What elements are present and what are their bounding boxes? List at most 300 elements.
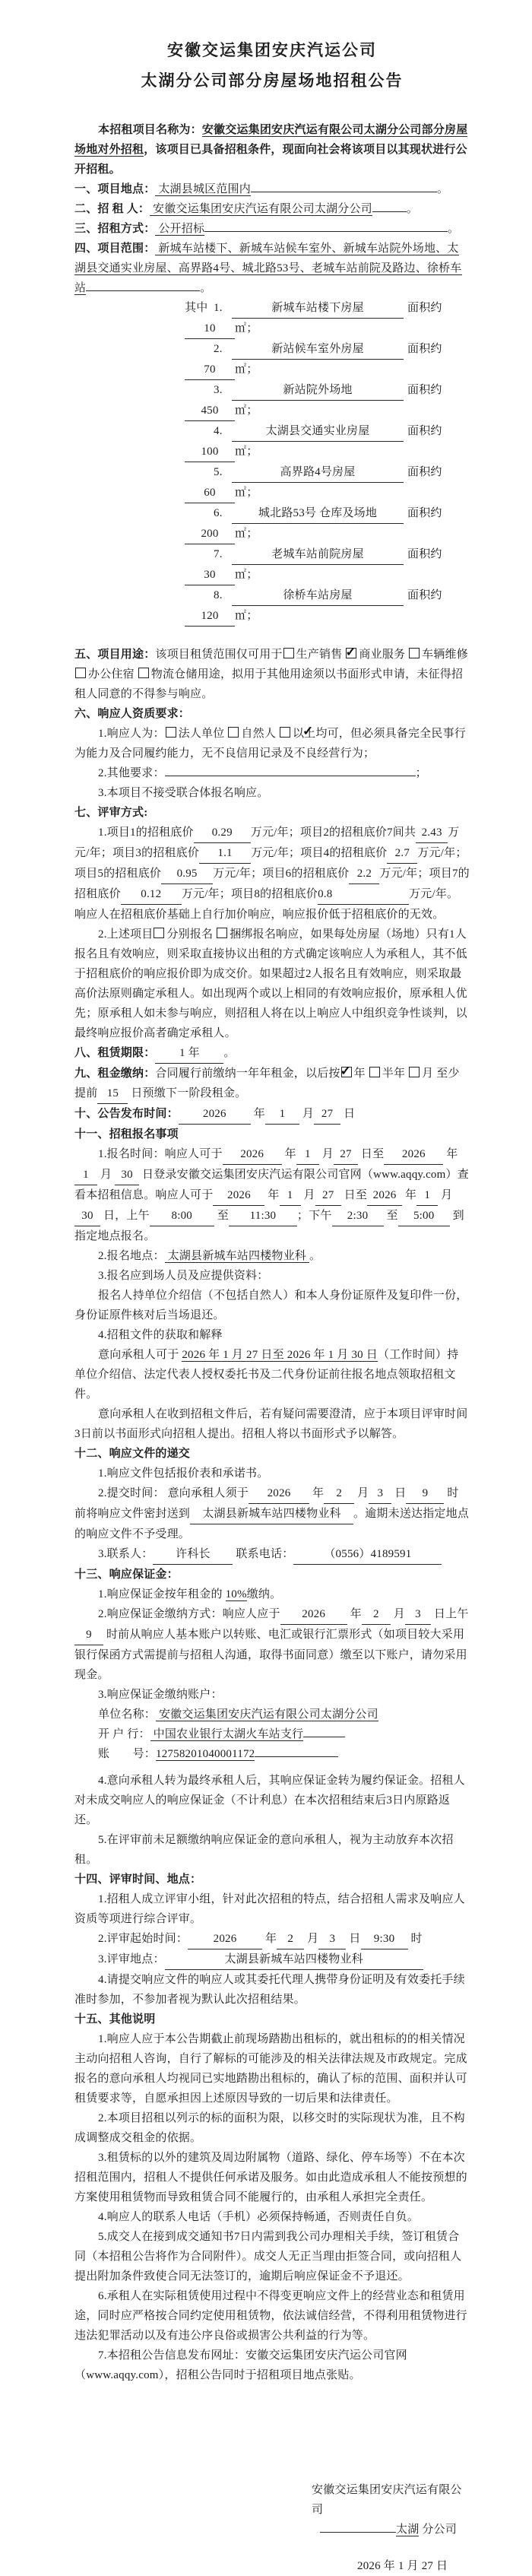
filled-value: 公开招标: [155, 223, 205, 235]
filled-value: 太湖县城区范围内: [155, 183, 251, 195]
text-run: 九、租金缴纳：: [74, 1068, 156, 1080]
item-area-label: 面积约: [407, 384, 442, 396]
item-name: 城北路53号 仓库及场地: [232, 503, 404, 524]
paragraph: [74, 1444, 470, 1464]
text-run: 日: [346, 1933, 361, 1945]
document-title-line2: 太湖分公司部分房屋场地招租公告: [141, 71, 404, 90]
text-run: 日登录安徽交运集团安庆汽运有限公司官网（www.aqqy.com）查看本招租信息。响应人可于: [74, 1169, 469, 1201]
item-number: 1.: [214, 302, 223, 314]
text-run: 以上均可，但必须具备完全民事行为能力及合同履约能力，无不良信用记录及不良经营行为；: [74, 728, 466, 760]
text-run: 年: [347, 1608, 362, 1620]
filled-value: 11:30: [229, 1206, 297, 1226]
filled-value: 1: [416, 1185, 438, 1206]
text-run: 日，上午: [100, 1210, 150, 1222]
text-run: 日预缴下一阶段租金。: [128, 1087, 247, 1099]
text-run: 3.报名应到场人员及应提供资料：: [98, 1270, 269, 1282]
item-number: 6.: [214, 507, 223, 519]
filled-value: 太湖县新城车站四楼物业科: [164, 1250, 309, 1262]
text-run: 2.其他要求：: [98, 767, 165, 779]
signature-company: 安徽交运集团安庆汽运有限公司: [312, 2484, 462, 2516]
text-run: 年: [353, 1068, 369, 1080]
item-row: [74, 503, 470, 544]
text-run: 十一、招租报名事项: [74, 1128, 179, 1140]
text-run: 捆绑报名响应，如果每处房屋（场地）只有1人报名且有效响应，则采取直接协议出租的方式确定该响应人为承租人，其不低于招租底价的响应报价即为成交价。如果超过2人报名且有效响应，则采取最高价法原则确定承租人。如出现两个或以上相同的有效响应报价，原承租人优先；原承租人如未参与响应，则招租人将在以上响应人中组织竞争性谈判，以最终响应报价高者确定承租人。: [74, 928, 467, 1039]
text-run: 。: [436, 183, 449, 195]
paragraph: [74, 1544, 470, 1565]
paragraph: [74, 2207, 470, 2227]
filled-value: 安徽交运集团安庆汽运有限公司太湖分公司部分房屋场地对外招租: [74, 124, 468, 156]
filled-value: 2026: [367, 1185, 402, 1206]
paragraph: [74, 1144, 470, 1246]
filled-value: 2026: [249, 1483, 309, 1504]
filled-value: 8:00: [150, 1206, 214, 1226]
text-run: ，该项目已具备招租条件，现面向社会将该项目以其现状进行公开招租。: [74, 144, 467, 176]
item-area-label: 面积约: [407, 548, 442, 560]
text-run: 报名人持单位介绍信（不包括自然人）和本人身份证原件及复印件一份，身份证原件核对后当场退还。: [74, 1290, 468, 1321]
text-run: 4.响应人的联系人电话（手机）必须保持畅通，否则责任自负。: [98, 2211, 420, 2223]
item-area-value: 60: [185, 483, 235, 503]
item-number: 3.: [214, 384, 223, 396]
filled-value: 0.12: [121, 884, 182, 905]
paragraph: [74, 2227, 470, 2286]
item-number: 8.: [214, 589, 223, 601]
text-run: 3.评审地点：: [98, 1953, 165, 1965]
paragraph: [74, 783, 470, 803]
text-run: 2.评审起始时间：: [98, 1933, 188, 1945]
text-run: 意向承租人在收到招租文件后，若有疑问需要澄清，应于本项目评审时间3日前以书面形式向招租人提出。招租人将以书面形式予以解答。: [74, 1408, 468, 1440]
filled-value: 中国农业银行太湖火车站支行: [150, 1728, 304, 1740]
item-row: [74, 298, 470, 339]
text-run: 二、招 租 人：: [74, 203, 150, 215]
filled-value: 2:30: [332, 1206, 384, 1226]
paragraph: [74, 803, 470, 823]
text-run: 商业服务: [359, 649, 409, 661]
text-run: 1.响应保证金按年租金的: [98, 1588, 226, 1600]
document-body: [74, 120, 470, 2385]
text-run: 办公住宿: [88, 668, 138, 680]
paragraph: [74, 1744, 470, 1764]
text-run: 月: [438, 1189, 453, 1201]
item-row: [74, 585, 470, 627]
signature-branch-suffix: 分公司: [419, 2524, 457, 2536]
filled-value: 0.29: [194, 823, 251, 843]
item-area-value: 10: [185, 319, 235, 339]
text-run: 万元/年；项目8的招租底价: [181, 888, 318, 900]
paragraph: [74, 1483, 470, 1544]
text-run: 时: [407, 1933, 423, 1945]
text-run: 年: [281, 1148, 296, 1160]
filled-value: 2.43: [416, 823, 448, 843]
text-run: 万元/年；项目6的招租底价: [213, 868, 350, 880]
text-run: 2.响应保证金缴纳方式：响应人应于: [98, 1608, 280, 1620]
filled-value: 1 年: [155, 1043, 223, 1064]
text-run: 年: [262, 1933, 277, 1945]
paragraph: [74, 1345, 470, 1404]
filled-value: 2026: [213, 1185, 264, 1206]
item-area-value: 70: [185, 360, 235, 380]
text-run: 十三、响应保证金：: [74, 1569, 179, 1581]
text-run: 年: [250, 1108, 265, 1120]
filled-value: 30: [115, 1165, 139, 1185]
item-area-label: 面积约: [407, 302, 442, 314]
item-row: [74, 421, 470, 462]
paragraph: [74, 1064, 470, 1104]
blank-underline: [255, 1745, 338, 1757]
paragraph: [74, 1104, 470, 1125]
text-run: 月: [318, 1148, 334, 1160]
checkbox-unchecked-icon: [228, 727, 239, 738]
paragraph: [74, 1771, 470, 1830]
item-area-label: 面积约: [407, 466, 442, 478]
checkbox-unchecked-icon: [154, 928, 164, 938]
text-run: 日至: [357, 1148, 385, 1160]
text-run: 该项目租赁范围仅可用于: [155, 649, 283, 661]
filled-value: 0.95: [161, 864, 213, 884]
paragraph: [74, 199, 470, 219]
filled-value: 1.1: [199, 843, 251, 864]
paragraph: [74, 2010, 470, 2029]
text-run: 时前将响应文件密封送到: [74, 1487, 459, 1520]
blank-underline: [320, 2520, 396, 2533]
signature-branch: 太湖: [396, 2524, 420, 2536]
item-name: 太湖县交通实业房屋: [232, 421, 404, 442]
item-number: 2.: [214, 343, 223, 355]
filled-value: 2: [277, 1929, 304, 1949]
text-run: 3.响应保证金缴纳账户：: [98, 1689, 223, 1701]
paragraph: [74, 1929, 470, 1949]
text-run: 3.本项目不接受联合体报名响应。: [98, 787, 269, 799]
text-run: 2.上述项目: [98, 928, 154, 941]
text-run: ；: [415, 767, 427, 779]
checkbox-unchecked-icon: [75, 668, 86, 678]
text-run: 1.招租人成立评审小组，针对此次招租的特点，结合招租人需求及响应人资质等项进行综合评审。: [74, 1893, 465, 1925]
paragraph: [74, 1604, 470, 1685]
text-run: 万元/年。响应人在招租底价基础上自行加价响应，响应报价低于招租底价的无效。: [74, 888, 459, 921]
filled-value: 1: [74, 1165, 97, 1185]
text-run: ；下午: [296, 1210, 332, 1222]
text-run: 年: [309, 1487, 325, 1499]
paragraph: [74, 1949, 470, 1970]
filled-value: 5:00: [398, 1206, 450, 1226]
paragraph: [74, 239, 470, 298]
paragraph: [74, 763, 470, 783]
signature-date: 2026 年 1 月 27 日: [357, 2560, 448, 2572]
paragraph: [74, 704, 470, 724]
paragraph: [74, 1724, 470, 1744]
text-run: 十、公告发布时间：: [74, 1108, 179, 1120]
text-run: 5.在评审前未足额缴纳响应保证金的意向承租人，视为主动放弃本次招租。: [74, 1834, 454, 1866]
filled-value: 2026: [223, 1144, 282, 1165]
text-run: 月 至少提前: [74, 1068, 460, 1099]
text-run: 法人单位: [178, 728, 228, 740]
blank-underline: [303, 1725, 345, 1737]
paragraph: [74, 1125, 470, 1144]
paragraph: [74, 1404, 470, 1444]
checkbox-unchecked-icon: [409, 1067, 420, 1077]
text-run: 至: [214, 1210, 229, 1222]
text-run: 2.本项目招租以列示的标的面积为限，以移交时的实际现状为准，且不构成调整成交租金的依据。: [74, 2112, 465, 2144]
text-run: 单位名称：: [98, 1708, 157, 1721]
text-run: 日上午: [430, 1608, 469, 1620]
filled-value: 安徽交运集团安庆汽运有限公司太湖分公司: [156, 1708, 378, 1721]
paragraph: [74, 1246, 470, 1266]
text-run: 分别报名: [166, 928, 217, 941]
text-run: 日: [391, 1487, 407, 1499]
filled-value: 9: [74, 1625, 103, 1645]
item-area-unit: ㎡；: [235, 569, 258, 581]
checkbox-unchecked-icon: [166, 727, 176, 738]
text-run: 四、项目范围：: [74, 243, 156, 255]
text-run: 月: [97, 1169, 116, 1181]
text-run: 5.成交人在接到成交通知书7日内需到我公司办理相关手续，签订租赁合同（本招租公告将作为合同附件）。成交人无正当理由拒签合同，或向招租人提出附加条件致使合同无法签订的，逾期后响应保证金不予退还。: [74, 2231, 462, 2283]
text-run: 月: [304, 1933, 319, 1945]
text-run: 物流仓储用途，拟用于其他用途须以书面形式申请，未征得招租人同意的不得参与响应。: [74, 668, 464, 700]
text-run: 月: [354, 1487, 369, 1499]
paragraph: [74, 1970, 470, 2010]
filled-value: 27: [315, 1185, 341, 1206]
item-area-label: 面积约: [407, 507, 442, 519]
item-area-unit: ㎡；: [235, 446, 258, 458]
text-run: 1.项目1的招租底价: [98, 826, 194, 839]
item-number: 4.: [214, 425, 223, 437]
text-run: 。: [200, 282, 212, 294]
checkbox-checked-icon: [346, 648, 356, 658]
item-name: 高界路4号房屋: [232, 462, 404, 483]
text-run: 日: [340, 1108, 356, 1120]
text-run: 三、招租方式：: [74, 223, 156, 235]
text-run: 1.响应人应于本公告期截止前现场踏勘出租标的，就出租标的的相关情况主动向招租人咨询，自行了解标的可能涉及的相关法律法规及市政规定。完成报名的意向承租人均视同已实地踏勘出租标的，确认了标的范围、面积并认可租赁要求等，自愿承担因上述原因导致的一切后果和法律责任。: [74, 2033, 467, 2105]
paragraph: [74, 645, 470, 704]
filled-value: 27: [314, 1104, 340, 1125]
text-run: 日至: [340, 1189, 368, 1201]
blank-underline: [165, 764, 416, 776]
paragraph: [74, 120, 470, 179]
text-run: 年: [443, 1148, 458, 1160]
filled-value: 9: [406, 1483, 444, 1504]
item-area-value: 120: [185, 606, 235, 627]
paragraph: [74, 1870, 470, 1889]
text-run: 到指定地点报名。: [74, 1210, 464, 1242]
item-area-value: 30: [185, 565, 235, 585]
paragraph: [74, 1464, 470, 1483]
filled-value: 9:30: [361, 1929, 408, 1949]
checkbox-unchecked-icon: [283, 648, 294, 658]
item-name: 新站院外场地: [232, 380, 404, 401]
filled-value: 太湖县新城车站四楼物业科: [165, 1949, 423, 1970]
text-run: 六、响应人资质要求：: [74, 708, 191, 720]
item-row: [74, 380, 470, 421]
filled-value: 0.8: [318, 884, 409, 905]
item-name: 新城车站楼下房屋: [232, 298, 404, 319]
checkbox-checked-icon: [280, 727, 290, 738]
text-run: 7.本招租公告信息发布网址：安徽交运集团安庆汽运公司官网（www.aqqy.com），招租公告同时于招租项目地点张贴。: [74, 2349, 407, 2381]
text-run: 1.报名时间：响应人可于: [98, 1148, 223, 1160]
text-run: 3.租赁标的以外的建筑及周边附属物（道路、绿化、停车场等）不在本次招租范围内，招租人不提供任何承诺及服务。如由此造成承租人不能按预想的方案使用租赁物而导致租赁合同不能履行的，由承租人承担完全责任。: [74, 2152, 467, 2203]
item-area-value: 100: [185, 442, 235, 462]
paragraph: [74, 1685, 470, 1705]
item-area-unit: ㎡；: [235, 528, 258, 540]
text-run: 车辆维修: [422, 649, 468, 661]
spacer: [74, 1764, 470, 1771]
document-title-line1: 安徽交运集团安庆汽运公司: [167, 41, 377, 59]
item-name: 新站候车室外房屋: [232, 339, 404, 360]
checkbox-unchecked-icon: [369, 1067, 380, 1077]
checkbox-unchecked-icon: [138, 668, 149, 678]
filled-value: 12758201040001172: [156, 1748, 255, 1760]
paragraph: [74, 925, 470, 1043]
text-run: 本招租项目名称为：: [98, 124, 202, 136]
text-run: 五、项目用途：: [74, 649, 156, 661]
blank-underline: [204, 220, 448, 232]
paragraph: [74, 1705, 470, 1724]
item-row: [74, 544, 470, 585]
paragraph: [74, 823, 470, 925]
checkbox-unchecked-icon: [409, 648, 420, 658]
paragraph: [74, 1585, 470, 1604]
spacer: [74, 627, 470, 645]
text-run: 6.承租人在实际租赁使用过程中不得变更响应文件上的经营业态和租赁用途，同时应严格按合同约定使用租赁物，依法诚信经营，不得利用租赁物进行违法犯罪活动以及有违公序良俗或损害公共利益的行为等。: [74, 2290, 467, 2342]
text-run: 。逾期未送达指定地点的响应文件不予受理。: [74, 1508, 470, 1540]
item-area-unit: ㎡；: [235, 363, 258, 376]
paragraph: [74, 2346, 470, 2385]
item-area-label: 面积约: [407, 343, 442, 355]
text-run: 半年: [382, 1068, 409, 1080]
text-run: 合同履行前缴纳一年年租金，以后按: [155, 1068, 340, 1080]
text-run: 七、评审方式:: [74, 807, 148, 819]
blank-underline: [251, 180, 437, 192]
text-run: 缴纳。: [246, 1588, 282, 1600]
text-run: 。: [309, 1250, 321, 1262]
text-run: 。: [448, 223, 460, 235]
filled-value: 2026: [179, 1104, 251, 1125]
text-run: 月: [300, 1189, 315, 1201]
text-run: 月: [390, 1608, 405, 1620]
filled-value: 许科长: [153, 1544, 233, 1565]
filled-value: 1: [296, 1144, 319, 1165]
item-name: 老城车站前院房屋: [232, 544, 404, 565]
item-area-value: 200: [185, 524, 235, 544]
text-run: 十二、响应文件的递交: [74, 1448, 191, 1460]
item-area-unit: ㎡；: [235, 610, 258, 622]
text-run: 十四、评审时间、地点：: [74, 1873, 202, 1886]
checkbox-checked-icon: [341, 1067, 352, 1077]
text-run: 月: [299, 1108, 315, 1120]
signature-branch-line: [320, 2520, 470, 2540]
text-run: 2.提交时间： 意向承租人须于: [98, 1487, 249, 1499]
text-run: 至: [383, 1210, 398, 1222]
text-run: 时前从响应人基本账户以转账、电汇或银行汇票形式（如项目较大采用银行保函方式需提前与招租人沟通，取得书面同意）缴至以下账户，请勿采用现金。: [74, 1629, 467, 1681]
text-run: 意向承租人可于: [98, 1349, 182, 1361]
filled-value: 2.7: [387, 843, 417, 864]
filled-value: 3: [369, 1483, 391, 1504]
item-area-unit: ㎡；: [235, 487, 258, 499]
text-run: 。: [223, 1047, 236, 1059]
item-area-unit: ㎡；: [235, 404, 258, 417]
filled-value: 2026: [384, 1144, 443, 1165]
paragraph: [74, 1565, 470, 1585]
item-area-value: 450: [185, 401, 235, 421]
text-run: 万元/年；项目5的招租底价: [74, 847, 467, 880]
text-run: 4.请提交响应文件的响应人或其委托代理人携带身份证明及有效委托手续准时参加，不参加者视为默认此次招租结果。: [74, 1974, 465, 2006]
filled-value: 安徽交运集团安庆汽运有限公司太湖分公司: [150, 203, 372, 215]
item-number: 7.: [214, 548, 223, 560]
text-run: 万元/年；项目3的招租底价: [74, 826, 460, 859]
paragraph: [74, 2108, 470, 2148]
filled-value: 2: [362, 1604, 391, 1625]
paragraph: [74, 1266, 470, 1286]
paragraph: [74, 2148, 470, 2207]
text-run: 八、租赁期限：: [74, 1047, 156, 1059]
checkbox-unchecked-icon: [217, 928, 227, 938]
paragraph: [74, 1043, 470, 1064]
item-name: 徐桥车站房屋: [232, 585, 404, 606]
filled-value: 1: [265, 1104, 299, 1125]
paragraph: [74, 219, 470, 239]
text-run: 账 号：: [98, 1748, 157, 1760]
text-run: 万元/年；项目4的招租底价: [251, 847, 388, 859]
item-number: 5.: [214, 466, 223, 478]
paragraph: [74, 1325, 470, 1345]
text-run: 年: [264, 1189, 280, 1201]
paragraph: [74, 1889, 470, 1929]
filled-value: 2026: [280, 1604, 347, 1625]
filled-value: 2.2: [349, 864, 379, 884]
paragraph: [74, 2286, 470, 2346]
filled-value: 3: [405, 1604, 431, 1625]
filled-value: 1: [280, 1185, 301, 1206]
text-run: （工作时间）持单位介绍信、法定代表人授权委托书及二代身份证前往报名地点领取招租文件。: [74, 1349, 459, 1401]
item-area-label: 面积约: [407, 425, 442, 437]
text-run: 一、项目地点：: [74, 183, 156, 195]
text-run: 生产销售: [296, 649, 346, 661]
filled-value: 2: [324, 1483, 354, 1504]
blank-underline: [372, 200, 407, 212]
text-run: 开 户 行：: [98, 1728, 150, 1740]
filled-value: 新城车站楼下、新城车站候车室外、新城车站院外场地、太湖县交通实业房屋、高界路4号、城北路53号、老城车站前院及路边、徐桥车站: [74, 243, 462, 294]
item-area-label: 面积约: [407, 589, 442, 601]
text-run: 2.报名地点：: [98, 1250, 165, 1262]
text-run: 万元/年；项目2的招租底价7间共: [250, 826, 416, 839]
item-area-unit: ㎡；: [235, 322, 258, 335]
text-run: 4.意向承租人转为最终承租人后，其响应保证金转为履约保证金。招租人对未成交响应人的响应保证金（不计利息）在本次招租结束后3日内原路返还。: [74, 1775, 465, 1826]
item-row: [74, 462, 470, 503]
paragraph: [74, 1286, 470, 1325]
text-run: 年: [402, 1189, 417, 1201]
filled-value: 30: [74, 1206, 100, 1226]
filled-value: 15: [97, 1083, 128, 1104]
paragraph: [74, 179, 470, 199]
text-run: 十五、其他说明: [74, 2013, 156, 2026]
paragraph: [74, 2029, 470, 2108]
text-run: 1.响应人为：: [98, 728, 165, 740]
paragraph: [74, 1830, 470, 1870]
filled-value: 27: [334, 1144, 358, 1165]
item-row: [74, 339, 470, 380]
text-run: 联系电话：: [233, 1548, 294, 1560]
paragraph: [74, 724, 470, 763]
filled-value: 太湖县新城车站四楼物业科: [190, 1504, 353, 1524]
filled-value: （0556）4189591: [293, 1544, 442, 1565]
text-run: 万元/年；项目7的招租底价: [74, 868, 470, 900]
text-run: 。: [406, 203, 419, 215]
text-run: 自然人: [241, 728, 279, 740]
item-prefix: 其中: [185, 302, 208, 314]
filled-value: 2026 年 1 月 27 日至 2026 年 1 月 30 日: [182, 1349, 378, 1361]
text-run: 3.联系人：: [98, 1548, 154, 1560]
text-run: 4.招租文件的获取和解释: [98, 1329, 223, 1341]
text-run: 1.响应文件包括报价表和承诺书。: [98, 1467, 269, 1480]
filled-value: 3: [318, 1929, 346, 1949]
